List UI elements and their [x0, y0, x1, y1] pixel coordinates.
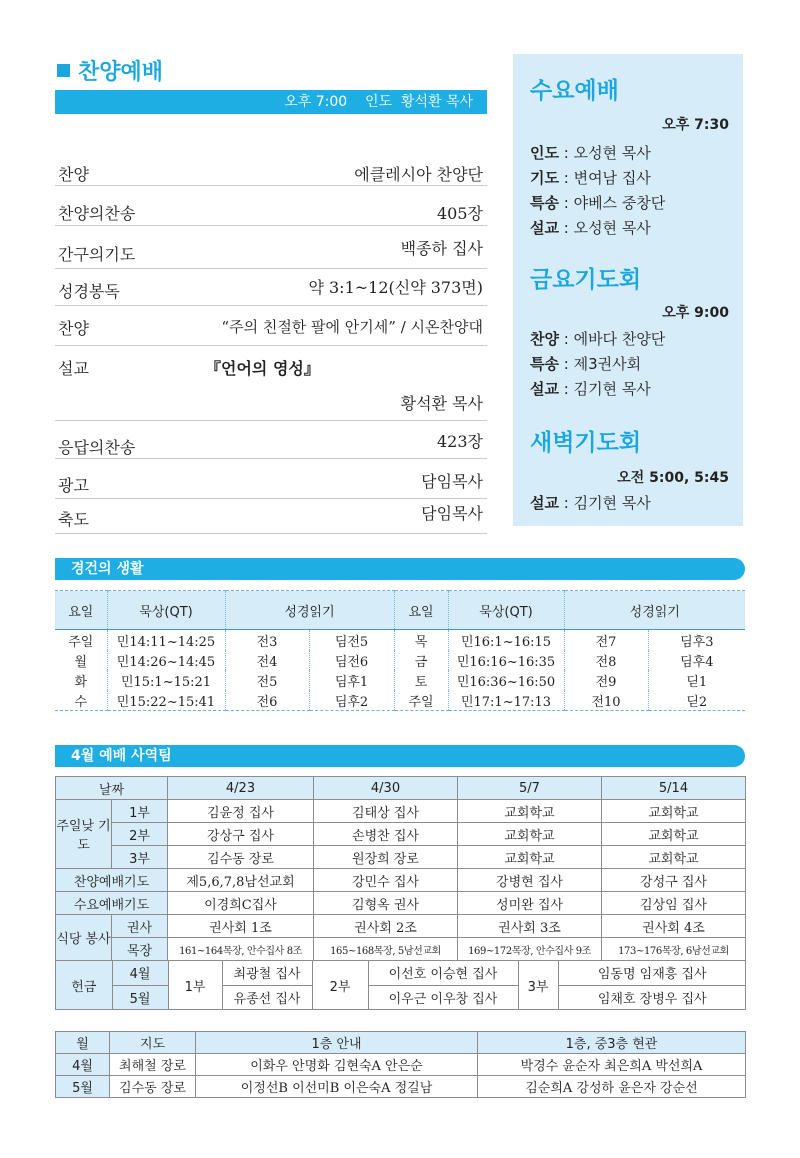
praise-prayer-label: 찬양예배기도: [56, 869, 168, 892]
wednesday-title: 수요예배: [530, 78, 619, 104]
table-row: [56, 800, 746, 823]
reading-cell: 전6: [225, 690, 309, 711]
header-cell: 1층, 중3층 현관: [478, 1032, 746, 1054]
day-cell: 월: [74, 654, 88, 670]
header-cell: 요일: [55, 591, 107, 630]
order-value: 담임목사: [421, 472, 483, 491]
header-cell: 요일: [394, 591, 448, 630]
qt-cell: 민16:16~16:35: [448, 650, 564, 670]
reading-cell: 전10: [564, 690, 648, 711]
reading-cell: 전7: [564, 630, 648, 651]
table-cell: 이우근 이우창 집사: [368, 985, 518, 1009]
order-value: 에클레시아 찬양단: [354, 165, 483, 184]
wednesday-line: 설교 : 오성현 목사: [530, 219, 651, 237]
header-cell: 1층 안내: [196, 1032, 478, 1054]
month-cell: 5월: [56, 1076, 110, 1098]
order-row: [55, 346, 487, 421]
table-cell: 김형옥 권사: [314, 892, 458, 915]
table-cell: 손병찬 집사: [314, 823, 458, 846]
offering-table: [56, 961, 746, 1009]
order-label: 찬양: [58, 319, 89, 338]
day-cell: 토: [394, 670, 448, 690]
dawn-title: 새벽기도회: [530, 430, 642, 456]
qt-cell: 민14:11~14:25: [107, 630, 225, 651]
table-cell: 161~164목장, 안수집사 8조: [168, 938, 314, 961]
mokjang-label: 목장: [112, 938, 168, 961]
order-label: 성경봉독: [58, 282, 120, 301]
wednesday-line: 인도 : 오성현 목사: [530, 144, 651, 162]
table-cell: 김태상 집사: [314, 800, 458, 823]
table-cell: 강성구 집사: [602, 869, 746, 892]
worship-title: [57, 55, 163, 86]
worship-time-bar: 오후 7:00 인도 황석환 목사: [55, 90, 487, 114]
table-cell: 성미완 집사: [458, 892, 602, 915]
table-header-row: [56, 1032, 746, 1054]
friday-title: 금요기도회: [530, 267, 642, 293]
table-row: [56, 938, 746, 961]
table-row: [55, 650, 745, 670]
order-label: 응답의찬송: [58, 438, 136, 457]
table-cell: 165~168목장, 5남선교회: [314, 938, 458, 961]
day-cell: 수: [55, 690, 107, 711]
friday-line: 특송 : 제3권사회: [530, 355, 642, 373]
order-label: 찬양의찬송: [58, 204, 136, 223]
dawn-time: 오전 5:00, 5:45: [617, 470, 729, 486]
order-label: 찬양: [58, 165, 89, 184]
reading-cell: 딛2: [648, 690, 745, 711]
date-header: 날짜: [56, 777, 168, 800]
part-label: 1부: [112, 800, 168, 823]
wed-prayer-label: 수요예배기도: [56, 892, 168, 915]
header-cell: 묵상(QT): [448, 591, 564, 630]
order-label: 광고: [58, 476, 89, 495]
table-cell: 임채호 장병우 집사: [597, 991, 707, 1007]
table-cell: 이정선B 이선미B 이은숙A 정길남: [196, 1076, 478, 1098]
reading-cell: 딛1: [648, 670, 745, 690]
table-cell: 강상구 집사: [168, 823, 314, 846]
day-cell: 목: [394, 630, 448, 651]
dawn-line: 설교 : 김기현 목사: [530, 494, 651, 512]
order-label: 간구의기도: [58, 245, 136, 264]
order-label: 축도: [58, 510, 89, 529]
table-cell: 교회학교: [458, 823, 602, 846]
table-cell: 임동명 임재흥 집사: [558, 961, 746, 985]
square-bullet-icon: [57, 64, 70, 77]
table-cell: 교회학교: [602, 800, 746, 823]
wednesday-line: 기도 : 변여남 집사: [530, 169, 651, 187]
table-cell: 권사회 1조: [168, 915, 314, 938]
table-cell: 권사회 3조: [458, 915, 602, 938]
reading-cell: 딤전5: [309, 630, 394, 651]
reading-cell: 전3: [225, 630, 309, 651]
reading-cell: 전9: [564, 670, 648, 690]
table-header-row: [55, 591, 745, 630]
preacher: 황석환 목사: [400, 394, 483, 413]
table-cell: 강민수 집사: [314, 869, 458, 892]
kwonsa-label: 권사: [112, 915, 168, 938]
month-label: 5월: [112, 985, 168, 1009]
reading-cell: 전8: [564, 650, 648, 670]
qt-cell: 민16:1~16:15: [448, 630, 564, 651]
table-cell: 최광철 집사: [222, 961, 312, 985]
table-cell: 최해철 장로: [110, 1054, 196, 1076]
order-value: 423장: [437, 432, 483, 451]
month-cell: 4월: [56, 1054, 110, 1076]
table-cell: 이선호 이승현 집사: [368, 961, 518, 985]
table-row: [56, 915, 746, 938]
table-header-row: [56, 777, 746, 800]
table-cell: 169~172목장, 안수집사 9조: [458, 938, 602, 961]
table-cell: 유종선 집사: [222, 985, 312, 1009]
table-cell: 교회학교: [458, 846, 602, 869]
friday-line: 설교 : 김기현 목사: [530, 380, 651, 398]
date-cell: 5/14: [602, 777, 746, 800]
friday-time: 오후 9:00: [662, 305, 729, 321]
table-row: [56, 961, 746, 1010]
header-cell: 월: [56, 1032, 110, 1054]
table-cell: 권사회 2조: [314, 915, 458, 938]
order-value: 약 3:1~12(신약 373면): [308, 278, 483, 297]
table-cell: 교회학교: [602, 823, 746, 846]
service-section-bar: 4월 예배 사역팀: [55, 745, 745, 767]
qt-cell: 민15:1~15:21: [107, 670, 225, 690]
table-row: [56, 823, 746, 846]
qt-cell: 민16:36~16:50: [448, 670, 564, 690]
order-value: 담임목사: [421, 504, 483, 523]
table-cell: 김상임 집사: [602, 892, 746, 915]
day-cell: 주일: [68, 634, 94, 650]
table-cell: 김윤정 집사: [168, 800, 314, 823]
order-value: 405장: [437, 204, 483, 223]
table-cell: 김수동 장로: [110, 1076, 196, 1098]
table-row: [56, 1076, 746, 1098]
table-cell: 원장희 장로: [314, 846, 458, 869]
order-value: “주의 친절한 팔에 안기세” / 시온찬양대: [221, 318, 483, 336]
qt-cell: 민14:26~14:45: [107, 650, 225, 670]
reading-cell: 전4: [225, 650, 309, 670]
part-label: 3부: [518, 961, 558, 1009]
order-row: [55, 269, 487, 306]
header-cell: 성경읽기: [225, 591, 394, 630]
table-cell: 교회학교: [458, 800, 602, 823]
table-row: [55, 670, 745, 690]
wednesday-line: 특송 : 야베스 중창단: [530, 194, 666, 212]
part-label: 1부: [168, 961, 222, 1009]
table-cell: 제5,6,7,8남선교회: [168, 869, 314, 892]
reading-cell: 딤후4: [648, 650, 745, 670]
devotion-table: [55, 590, 745, 711]
header-cell: 성경읽기: [564, 591, 745, 630]
table-cell: 박경수 윤순자 최은희A 박선희A: [478, 1054, 746, 1076]
table-cell: 이경희C집사: [168, 892, 314, 915]
table-row: [56, 846, 746, 869]
day-cell: 금: [394, 650, 448, 670]
kitchen-label: 식당 봉사: [56, 915, 112, 961]
part-label: 3부: [112, 846, 168, 869]
wednesday-time: 오후 7:30: [662, 117, 729, 133]
qt-cell: 민15:22~15:41: [107, 690, 225, 711]
date-cell: 4/30: [314, 777, 458, 800]
sermon-title: 『언어의 영성』: [205, 359, 320, 378]
worship-title-text: 찬양예배: [78, 60, 164, 85]
reading-cell: 딤후2: [309, 690, 394, 711]
order-row: [55, 148, 487, 186]
date-cell: 5/7: [458, 777, 602, 800]
devotion-section-bar: 경건의 생활: [55, 558, 745, 580]
day-cell: 화: [74, 674, 88, 690]
friday-line: 찬양 : 에바다 찬양단: [530, 330, 666, 348]
service-team-table: [55, 776, 746, 1010]
table-row: [55, 630, 745, 651]
table-cell: 이화우 안명화 김현숙A 안은순: [196, 1054, 478, 1076]
table-cell: 교회학교: [602, 846, 746, 869]
order-row: [55, 421, 487, 459]
table-cell: 강병현 집사: [458, 869, 602, 892]
order-row: [55, 186, 487, 226]
header-cell: 묵상(QT): [107, 591, 225, 630]
reading-cell: 딤후1: [309, 670, 394, 690]
month-label: 4월: [112, 961, 168, 985]
table-cell: 김수동 장로: [168, 846, 314, 869]
part-label: 2부: [312, 961, 368, 1009]
order-row: [55, 306, 487, 346]
part-label: 2부: [112, 823, 168, 846]
reading-cell: 전5: [225, 670, 309, 690]
qt-cell: 민17:1~17:13: [448, 690, 564, 711]
date-cell: 4/23: [168, 777, 314, 800]
order-row: [55, 499, 487, 534]
order-row: [55, 459, 487, 499]
table-cell: 김순희A 강성하 윤은자 강순선: [478, 1076, 746, 1098]
day-cell: 주일: [394, 690, 448, 711]
order-value: 백종하 집사: [400, 239, 483, 258]
header-cell: 지도: [110, 1032, 196, 1054]
table-row: [56, 869, 746, 892]
table-row: [56, 1054, 746, 1076]
table-cell: 173~176목장, 6남선교회: [602, 938, 746, 961]
order-label: 설교: [58, 359, 89, 378]
sunday-prayer-label: 주일낮 기도: [56, 800, 112, 869]
reading-cell: 딤후3: [648, 630, 745, 651]
order-row: [55, 226, 487, 269]
reading-cell: 딤전6: [309, 650, 394, 670]
table-cell: 권사회 4조: [602, 915, 746, 938]
usher-table: [55, 1031, 746, 1098]
side-schedule-panel: [513, 54, 743, 526]
table-row: [55, 690, 745, 711]
table-row: [56, 892, 746, 915]
offering-label: 헌금: [56, 961, 112, 1009]
